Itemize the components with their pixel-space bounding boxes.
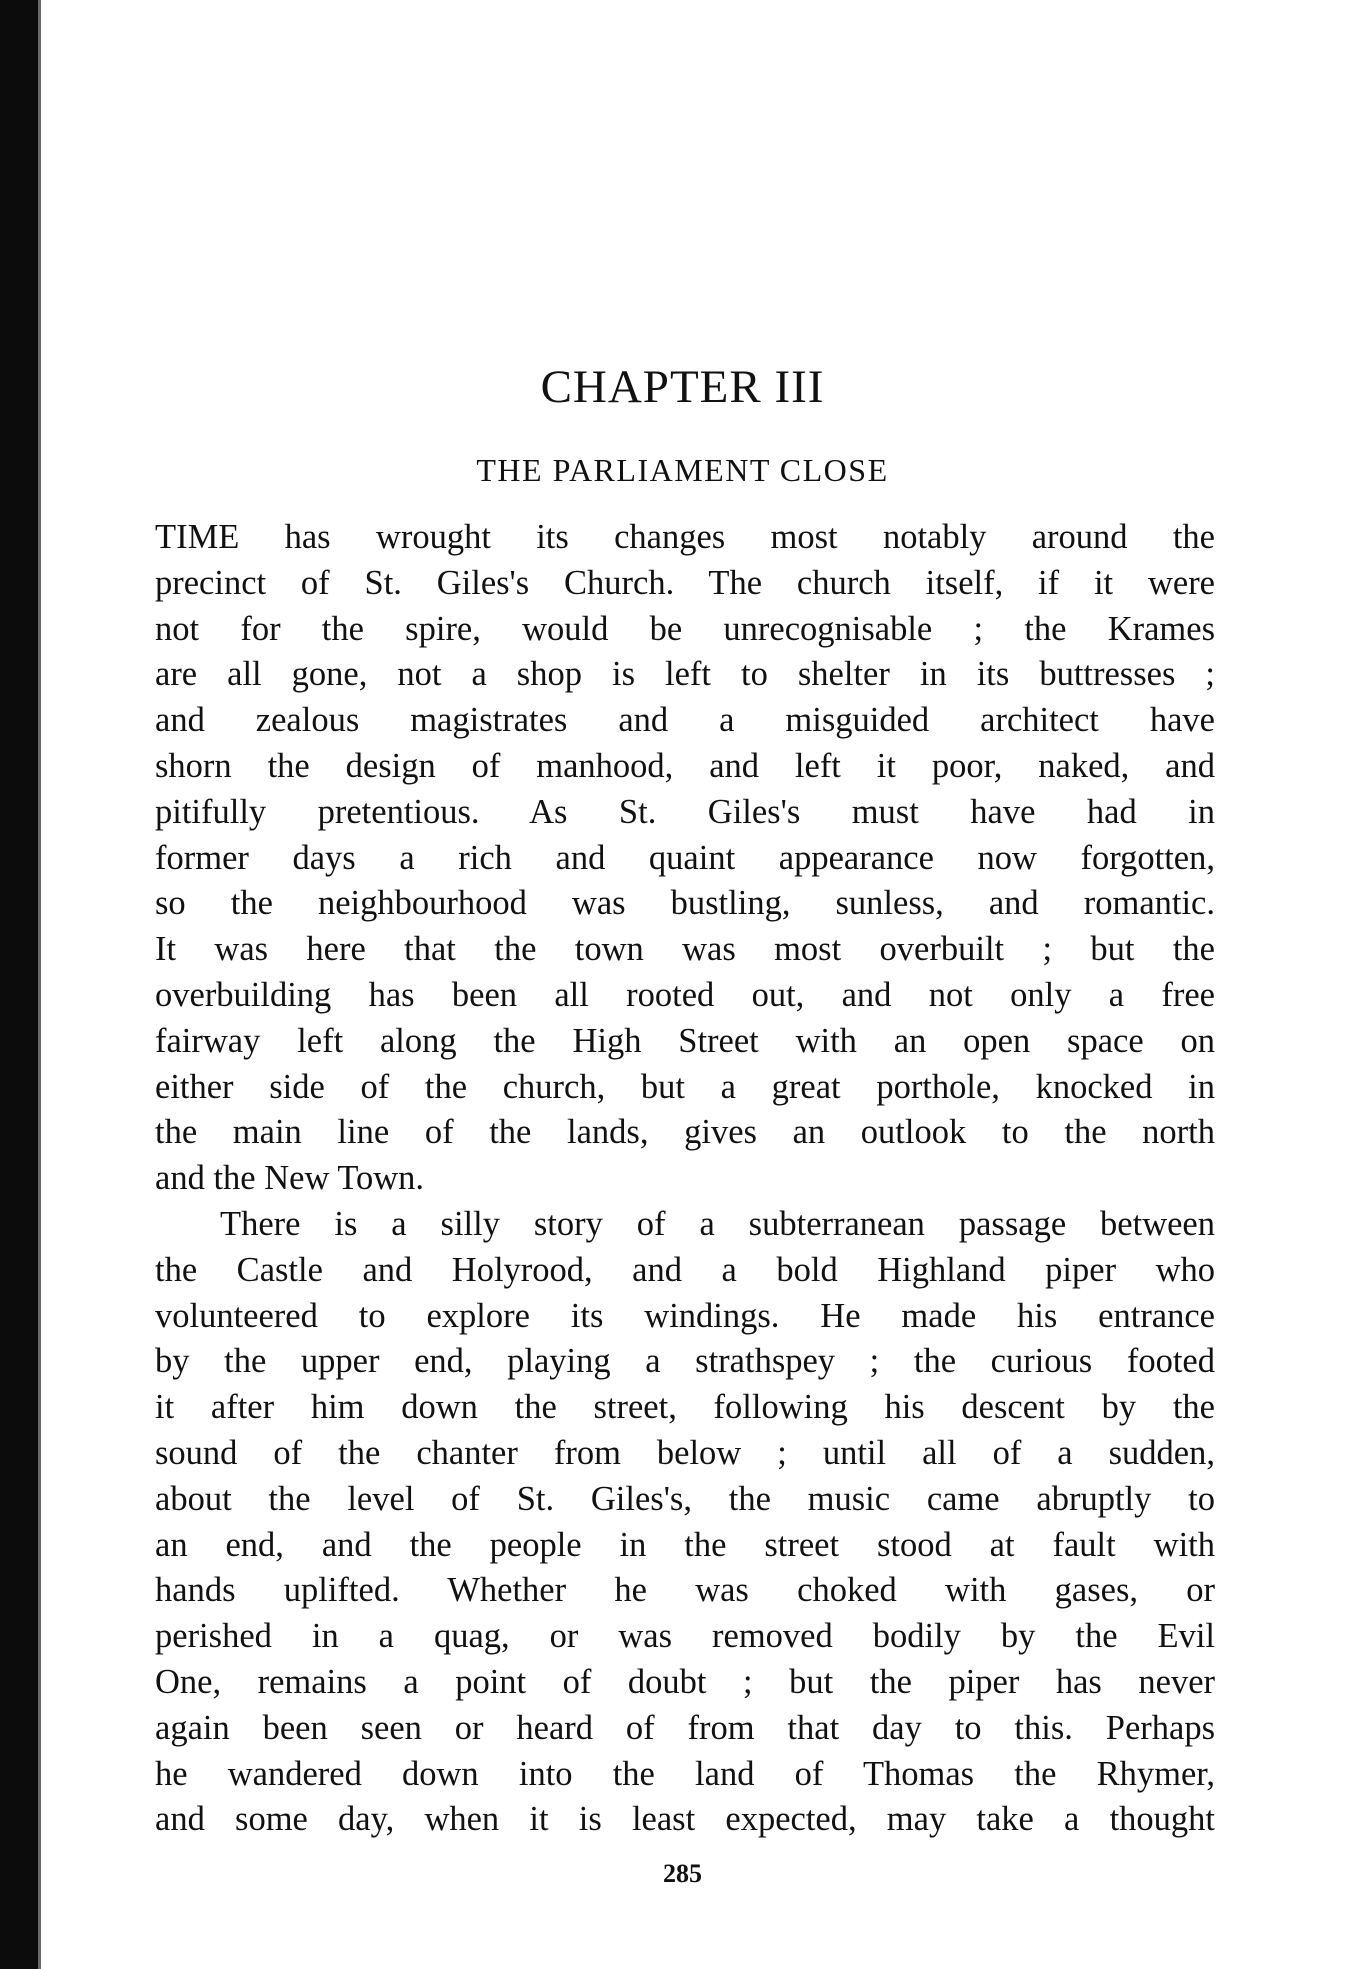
text-line: perished in a quag, or was removed bodily by the Evil [155,1617,1215,1656]
text-line: not for the spire, would be unrecognisable ; the Krames [155,609,1215,648]
paragraph-2 [155,1202,1215,1843]
text-line: either side of the church, but a great porthole, knocked in [155,1067,1215,1106]
text-line: and the New Town. [155,1159,425,1198]
chapter-subtitle: THE PARLIAMENT CLOSE [476,452,889,488]
text-line: overbuilding has been all rooted out, and not only a free [155,975,1215,1014]
text-line: former days a rich and quaint appearance now forgotten, [155,838,1215,877]
text-line: One, remains a point of doubt ; but the piper has never [155,1662,1215,1701]
text-line: hands uplifted. Whether he was choked with gases, or [155,1571,1215,1610]
text-line: sound of the chanter from below ; until all of a sudden, [155,1433,1215,1472]
text-line: shorn the design of manhood, and left it poor, naked, and [155,746,1215,785]
chapter-title: CHAPTER III [540,361,825,413]
text-line: pitifully pretentious. As St. Giles's must have had in [155,792,1215,831]
text-line: about the level of St. Giles's, the music came abruptly to [155,1479,1215,1518]
text-line: TIME has wrought its changes most notably around the [155,518,1215,556]
text-line: are all gone, not a shop is left to shelter in its buttresses ; [155,655,1215,694]
text-line: There is a silly story of a subterranean passage between [220,1204,1215,1243]
text-line: the main line of the lands, gives an outlook to the north [155,1113,1215,1152]
text-line: It was here that the town was most overbuilt ; but the [155,930,1215,969]
text-line: he wandered down into the land of Thomas the Rhymer, [155,1754,1215,1793]
text-line: an end, and the people in the street stood at fault with [155,1525,1215,1564]
text-line: fairway left along the High Street with an open space on [155,1021,1215,1060]
page-number: 285 [663,1859,702,1888]
text-line: precinct of St. Giles's Church. The church itself, if it were [155,563,1215,602]
text-line: the Castle and Holyrood, and a bold Highland piper who [155,1250,1215,1289]
paragraph-1 [155,515,1215,1202]
text-line: and zealous magistrates and a misguided architect have [155,701,1215,740]
chapter-body [155,515,1215,1843]
text-line: volunteered to explore its windings. He made his entrance [155,1296,1215,1335]
text-line: and some day, when it is least expected, may take a thought [155,1800,1215,1839]
text-line: by the upper end, playing a strathspey ; the curious footed [155,1342,1215,1381]
text-line: again been seen or heard of from that day to this. Perhaps [155,1708,1215,1747]
text-line: so the neighbourhood was bustling, sunless, and romantic. [155,884,1215,923]
text-line: it after him down the street, following his descent by the [155,1388,1215,1427]
